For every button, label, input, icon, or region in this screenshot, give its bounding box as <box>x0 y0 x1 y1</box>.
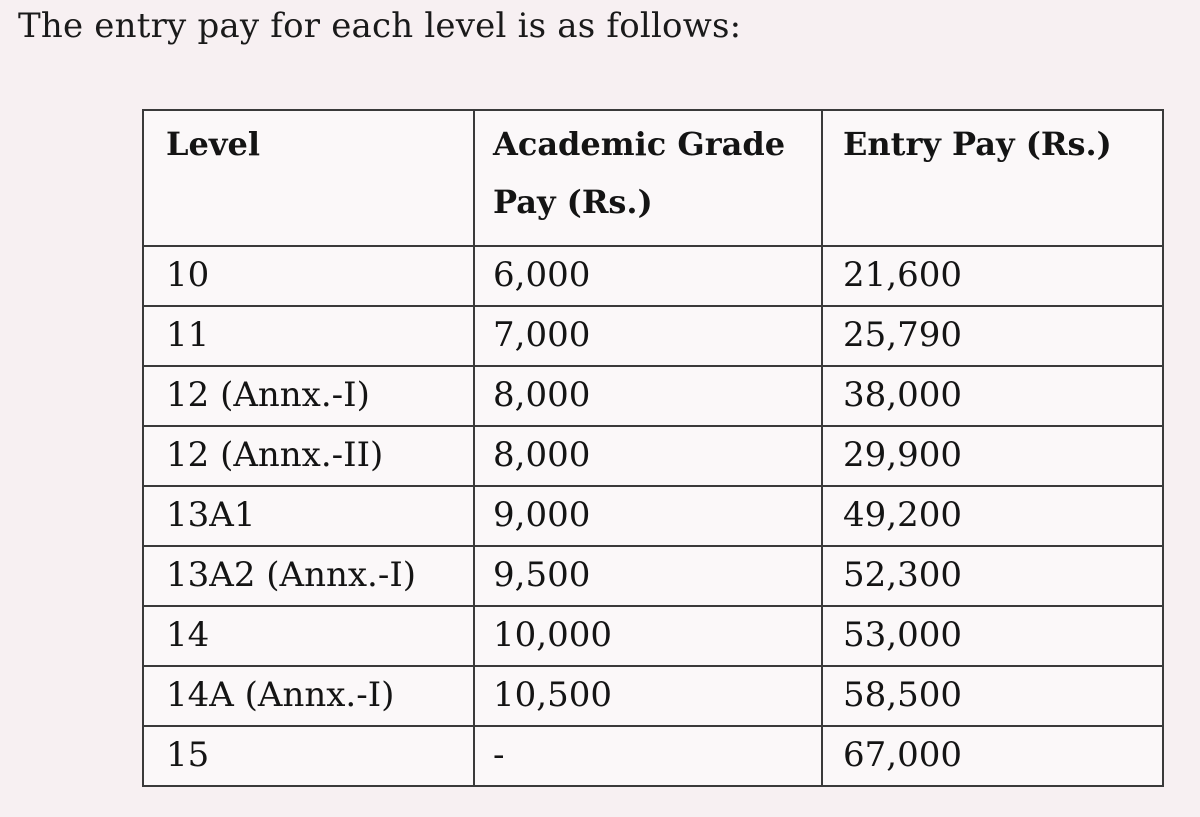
cell-academic-grade-pay: 8,000 <box>474 366 822 426</box>
table-row <box>143 726 1163 786</box>
cell-entry-pay: 58,500 <box>822 666 1163 726</box>
header-entry-pay: Entry Pay (Rs.) <box>822 110 1163 246</box>
cell-academic-grade-pay: - <box>474 726 822 786</box>
cell-level: 13A1 <box>143 486 474 546</box>
table-row <box>143 666 1163 726</box>
cell-academic-grade-pay: 7,000 <box>474 306 822 366</box>
cell-level: 12 (Annx.-I) <box>143 366 474 426</box>
cell-level: 14A (Annx.-I) <box>143 666 474 726</box>
table-row <box>143 546 1163 606</box>
cell-entry-pay: 21,600 <box>822 246 1163 306</box>
cell-entry-pay: 53,000 <box>822 606 1163 666</box>
entry-pay-table <box>142 109 1164 787</box>
cell-level: 13A2 (Annx.-I) <box>143 546 474 606</box>
table-row <box>143 306 1163 366</box>
header-academic-grade-pay: Academic Grade Pay (Rs.) <box>474 110 822 246</box>
cell-level: 14 <box>143 606 474 666</box>
cell-academic-grade-pay: 9,500 <box>474 546 822 606</box>
cell-academic-grade-pay: 10,500 <box>474 666 822 726</box>
table-row <box>143 606 1163 666</box>
cell-academic-grade-pay: 9,000 <box>474 486 822 546</box>
cell-entry-pay: 25,790 <box>822 306 1163 366</box>
table-row <box>143 486 1163 546</box>
cell-level: 12 (Annx.-II) <box>143 426 474 486</box>
cell-level: 10 <box>143 246 474 306</box>
cell-academic-grade-pay: 6,000 <box>474 246 822 306</box>
cell-entry-pay: 49,200 <box>822 486 1163 546</box>
table-row <box>143 246 1163 306</box>
cell-entry-pay: 29,900 <box>822 426 1163 486</box>
cell-level: 11 <box>143 306 474 366</box>
cell-entry-pay: 52,300 <box>822 546 1163 606</box>
cell-level: 15 <box>143 726 474 786</box>
intro-text: The entry pay for each level is as follows: <box>18 6 742 46</box>
table-row <box>143 366 1163 426</box>
cell-entry-pay: 67,000 <box>822 726 1163 786</box>
header-level: Level <box>143 110 474 246</box>
table-header-row <box>143 110 1163 246</box>
cell-entry-pay: 38,000 <box>822 366 1163 426</box>
cell-academic-grade-pay: 10,000 <box>474 606 822 666</box>
table-row <box>143 426 1163 486</box>
cell-academic-grade-pay: 8,000 <box>474 426 822 486</box>
